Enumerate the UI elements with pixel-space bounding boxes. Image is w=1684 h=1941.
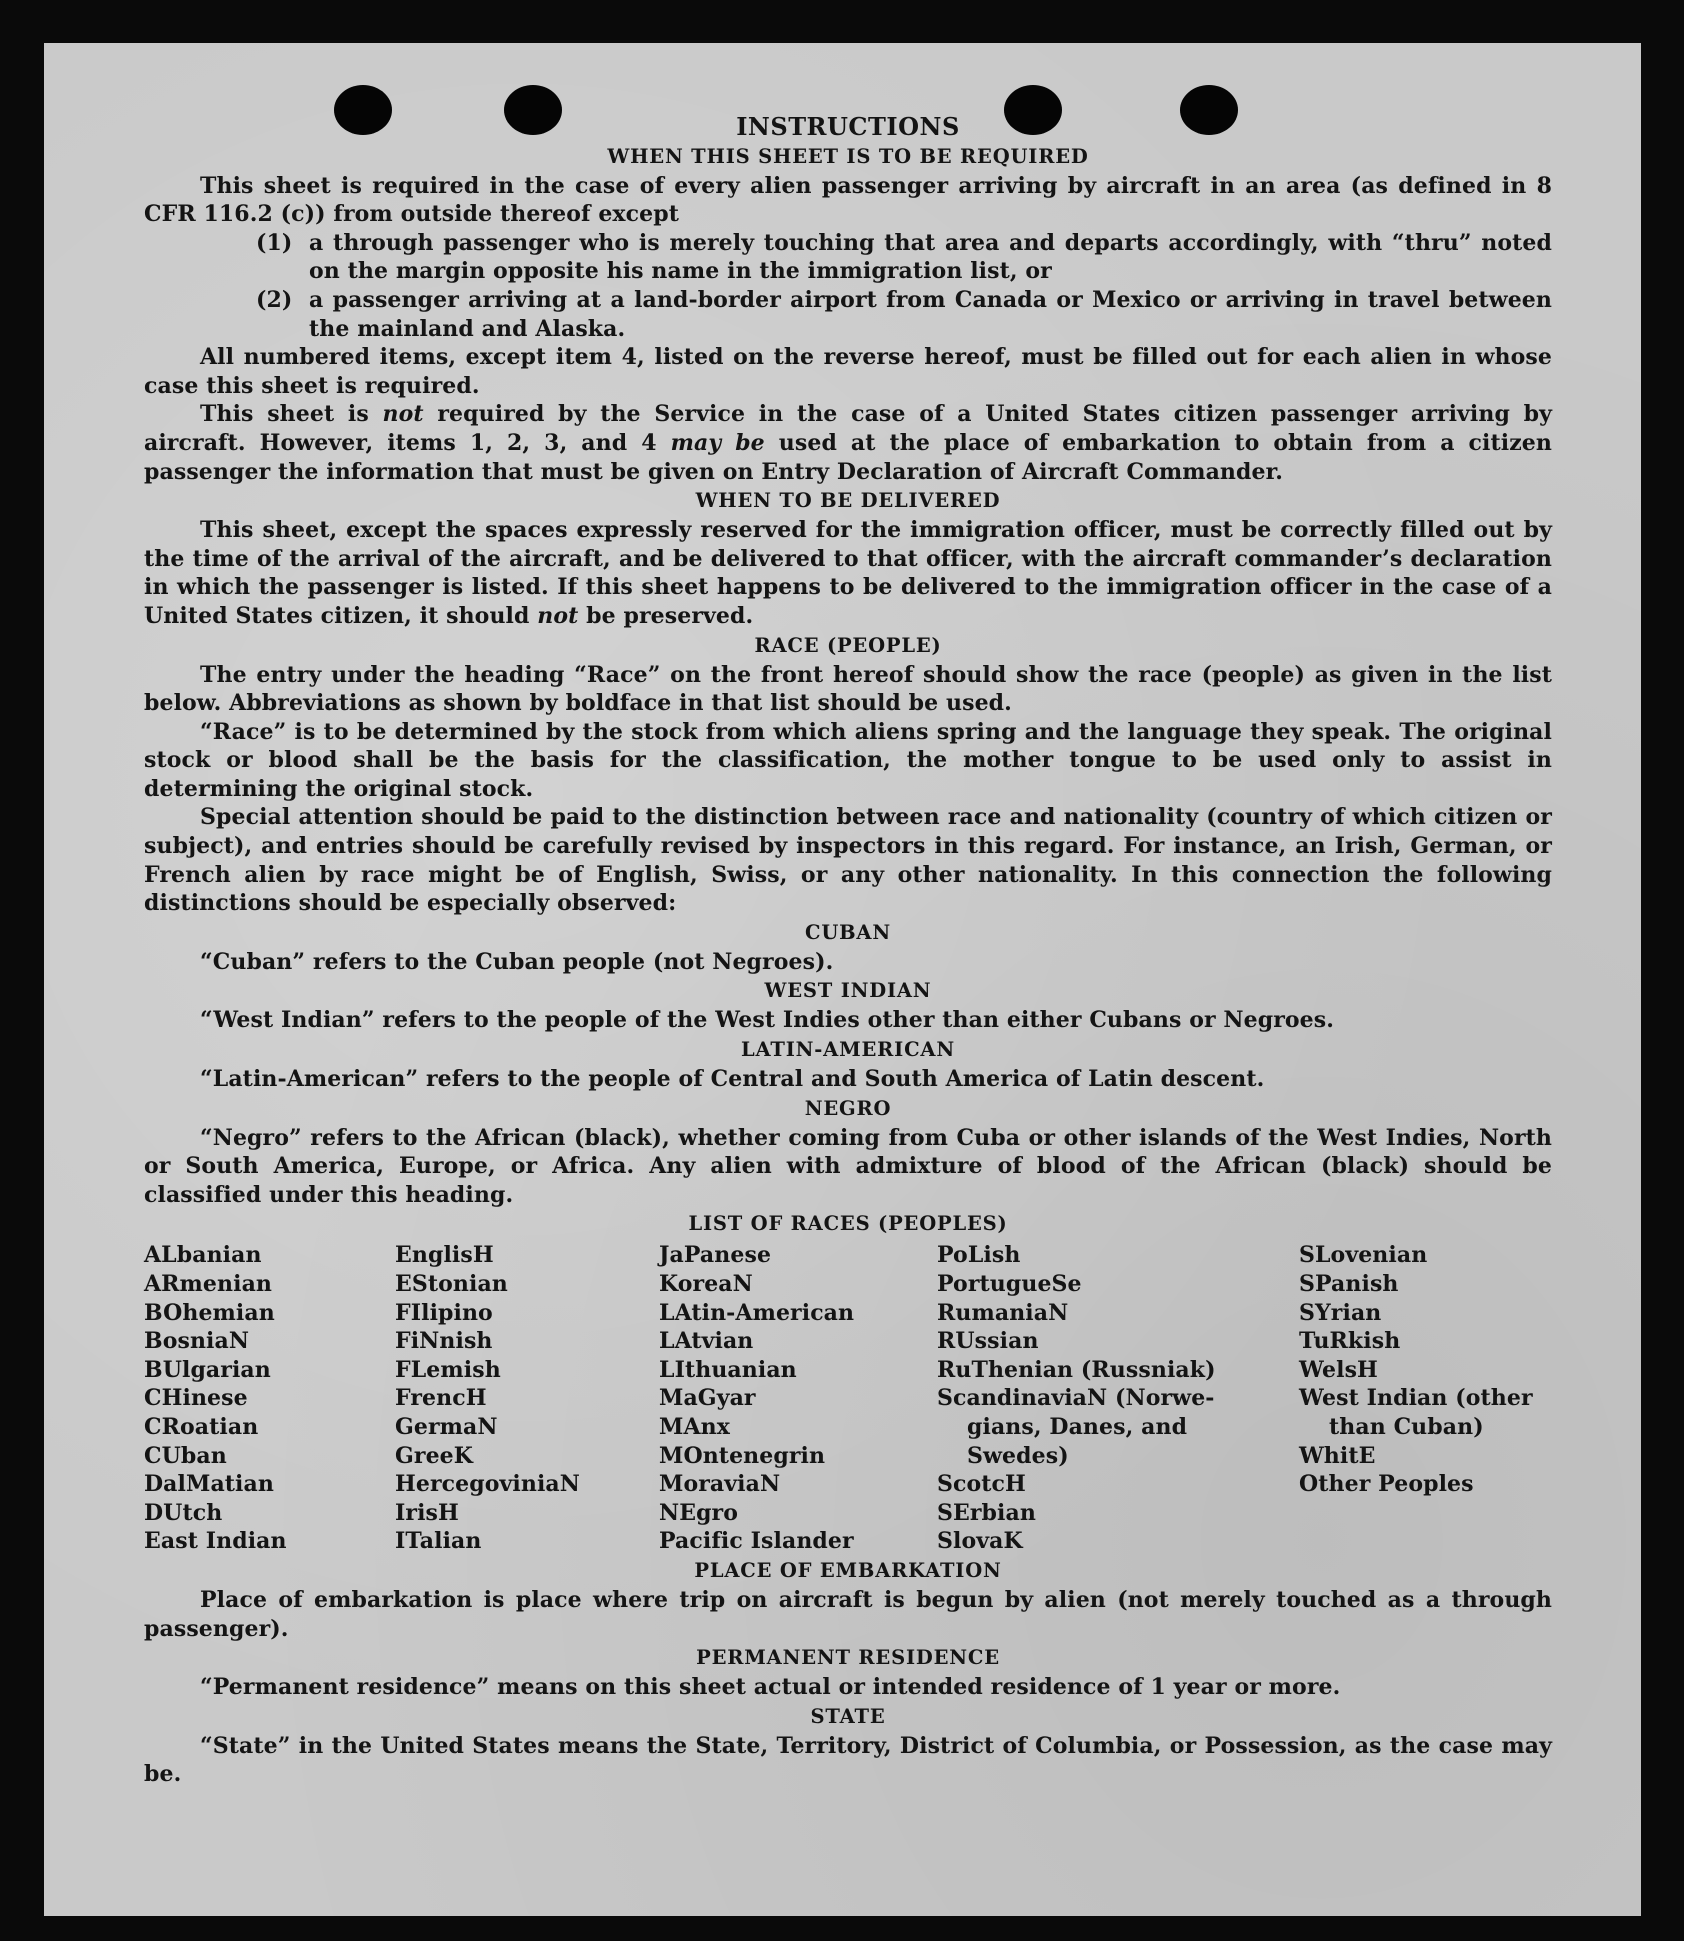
heading-embarkation: PLACE OF EMBARKATION (694, 1558, 1002, 1582)
race-entry: ScotcH (937, 1471, 1026, 1498)
race-entry: RuThenian (Russniak) (937, 1356, 1216, 1383)
heading-when-delivered: WHEN TO BE DELIVERED (695, 489, 1001, 513)
race-entry: CHinese (144, 1385, 248, 1412)
list-number: (2) (256, 286, 293, 313)
heading-state: STATE (810, 1704, 886, 1728)
paragraph: Special attention should be paid to the distinction between race and nationality (country of which citizen or subject), and entries should be carefully revised by inspectors in this regard. For instance, an Irish, German, or French alien by race might be of English, Swiss, or any other nationality. In this connection the following distinctions should be especially observed: (144, 804, 1552, 917)
paragraph: Place of embarkation is place where trip on aircraft is begun by alien (not merely touched as a through passenger). (144, 1586, 1552, 1642)
race-entry: SLovenian (1299, 1242, 1428, 1269)
races-column (1299, 1241, 1552, 1556)
race-entry: SPanish (1299, 1271, 1399, 1297)
race-entry: MoraviaN (659, 1471, 781, 1498)
list-item (256, 286, 1552, 343)
race-entry: Other Peoples (1299, 1471, 1474, 1498)
race-entry: BOhemian (144, 1299, 275, 1326)
race-entry: NEgro (659, 1499, 739, 1526)
race-entry: MAnx (659, 1413, 730, 1440)
paragraph: “State” in the United States means the State, Territory, District of Columbia, or Possession, as the case may be. (144, 1732, 1552, 1788)
race-entry: HercegoviniaN (395, 1471, 580, 1498)
list-number: (1) (256, 229, 293, 256)
race-entry: MOntenegrin (659, 1442, 826, 1469)
race-entry: PortugueSe (937, 1271, 1082, 1297)
races-column (144, 1241, 395, 1556)
race-entry: RumaniaN (937, 1299, 1069, 1326)
races-list (144, 1241, 1552, 1556)
race-entry: FiNnish (395, 1328, 493, 1355)
paragraph: This sheet, except the spaces expressly reserved for the immigration officer, must be correctly filled out by the time of the arrival of the aircraft, and be delivered to that officer, with the aircraft commander’s declaration in which the passenger is listed. If this sheet happens to be delivered to the immigration officer in the case of a United States citizen, it should not be preserved. (144, 517, 1552, 629)
paragraph: All numbered items, except item 4, listed on the reverse hereof, must be filled out for each alien in whose case this sheet is required. (144, 344, 1552, 399)
paragraph: The entry under the heading “Race” on the front hereof should show the race (people) as given in the list below. Abbreviations as shown by boldface in that list should be used. (144, 661, 1552, 717)
race-entry: EnglisH (395, 1242, 494, 1269)
paragraph: “Negro” refers to the African (black), whether coming from Cuba or other islands of the West Indies, North or South America, Europe, or Africa. Any alien with admixture of blood of the African (black) should be classified under this heading. (144, 1124, 1552, 1208)
race-entry: TuRkish (1299, 1328, 1401, 1355)
race-entry: ITalian (395, 1528, 482, 1555)
race-entry: LAtin-American (659, 1299, 855, 1326)
instructions-content (144, 113, 1552, 1789)
race-entry: MaGyar (659, 1385, 756, 1412)
race-entry: EStonian (395, 1271, 508, 1297)
race-entry: KoreaN (659, 1271, 753, 1297)
paragraph: “Race” is to be determined by the stock from which aliens spring and the language they speak. The original stock or blood shall be the basis for the classification, the mother tongue to be used only to assist in determining the original stock. (144, 718, 1552, 802)
race-entry: Pacific Islander (659, 1528, 854, 1555)
race-entry-continued: than Cuban) (1329, 1413, 1484, 1440)
race-entry: FIlipino (395, 1299, 493, 1326)
race-entry: WhitE (1299, 1442, 1376, 1469)
heading-west-indian: WEST INDIAN (764, 979, 932, 1003)
race-entry: CRoatian (144, 1413, 259, 1440)
heading-race: RACE (PEOPLE) (754, 633, 942, 657)
heading-residence: PERMANENT RESIDENCE (696, 1646, 1000, 1670)
paragraph: This sheet is not required by the Service in the case of a United States citizen passenger arriving by aircraft. However, items 1, 2, 3, and 4 may be used at the place of embarkation to obtain from a citizen passenger the information that must be given on Entry Declaration of Aircraft Commander. (144, 401, 1552, 485)
list-item (256, 229, 1552, 286)
race-entry: ARmenian (144, 1271, 273, 1297)
race-entry: JaPanese (659, 1242, 772, 1269)
race-entry: LIthuanian (659, 1356, 797, 1383)
race-entry: CUban (144, 1442, 227, 1469)
race-entry-continued: gians, Danes, and (967, 1413, 1188, 1440)
race-entry: SYrian (1299, 1299, 1382, 1326)
race-entry: GreeK (395, 1442, 473, 1469)
race-entry: East Indian (144, 1528, 287, 1555)
paragraph: “Latin-American” refers to the people of Central and South America of Latin descent. (200, 1066, 1265, 1093)
race-entry: SErbian (937, 1499, 1036, 1526)
race-entry: BosniaN (144, 1328, 250, 1355)
race-entry: ScandinaviaN (Norwe- (937, 1385, 1215, 1412)
race-entry: GermaN (395, 1413, 498, 1440)
races-column (937, 1241, 1299, 1556)
page-title: INSTRUCTIONS (736, 112, 960, 141)
race-entry: FrencH (395, 1385, 487, 1412)
race-entry: DUtch (144, 1499, 223, 1526)
race-entry: ALbanian (144, 1242, 262, 1269)
races-column (659, 1241, 937, 1556)
race-entry: IrisH (395, 1499, 459, 1526)
race-entry-continued: Swedes) (967, 1442, 1069, 1469)
race-entry: PoLish (937, 1242, 1021, 1269)
race-entry: DalMatian (144, 1471, 274, 1498)
heading-latin-american: LATIN-AMERICAN (741, 1038, 955, 1062)
paragraph: “Cuban” refers to the Cuban people (not Negroes). (200, 948, 834, 975)
heading-cuban: CUBAN (805, 920, 891, 944)
race-entry: WelsH (1299, 1356, 1378, 1383)
race-entry: SlovaK (937, 1528, 1023, 1555)
race-entry: RUssian (937, 1328, 1039, 1355)
list-text: a through passenger who is merely touching that area and departs accordingly, with “thru” noted on the margin opposite his name in the immigration list, or (309, 229, 1552, 285)
paragraph: “Permanent residence” means on this sheet actual or intended residence of 1 year or more. (200, 1674, 1341, 1701)
document-page (44, 43, 1641, 1916)
race-entry: FLemish (395, 1356, 501, 1383)
race-entry: West Indian (other (1299, 1385, 1533, 1412)
race-entry: BUlgarian (144, 1356, 271, 1383)
races-column (395, 1241, 659, 1556)
race-entry: LAtvian (659, 1328, 754, 1355)
list-text: a passenger arriving at a land-border airport from Canada or Mexico or arriving in travel between the mainland and Alaska. (309, 286, 1552, 342)
paragraph: “West Indian” refers to the people of the West Indies other than either Cubans or Negroes. (200, 1007, 1335, 1034)
heading-list-of-races: LIST OF RACES (PEOPLES) (688, 1212, 1008, 1236)
paragraph: This sheet is required in the case of every alien passenger arriving by aircraft in an area (as defined in 8 CFR 116.2 (c)) from outside thereof except (144, 172, 1552, 228)
heading-negro: NEGRO (804, 1096, 892, 1120)
heading-when-required: WHEN THIS SHEET IS TO BE REQUIRED (607, 144, 1089, 168)
